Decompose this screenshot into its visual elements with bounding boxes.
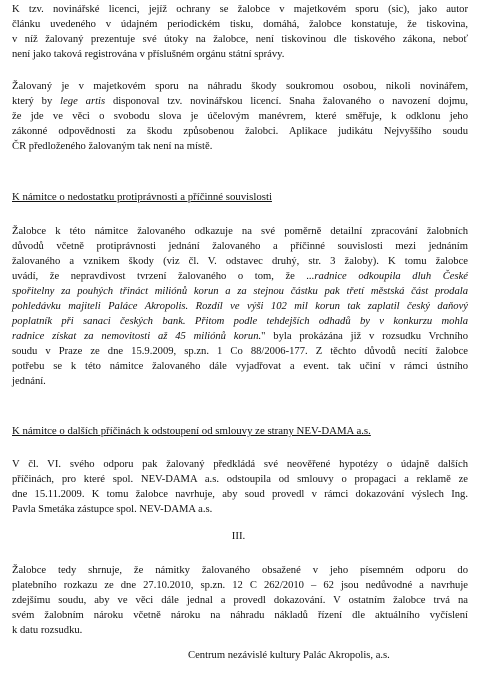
section-number: III. (231, 530, 246, 542)
text-line: potřebu se k této námitce žalovaného dále vyjadřovat a event. tak učiní v rámci ústního (12, 361, 468, 372)
signature-line: Centrum nezávislé kultury Palác Akropolis, a.s. (188, 650, 390, 661)
paragraph-press-licence (12, 2, 468, 62)
text-line: platebního rozkazu ze dne 27.10.2010, sp.zn. 12 C 262/2010 – 62 jsou nedůvodné a navrhuje (12, 580, 468, 591)
text-line: článku uvedeného v údajném periodickém tisku, domáhá, žalobce konstatuje, že tiskovina, (12, 19, 468, 30)
text-line (12, 284, 468, 299)
paragraph-unlawfulness (12, 224, 468, 389)
text-line: Pavla Smetáka zástupce spol. NEV-DAMA a.s. (12, 504, 213, 515)
section-heading-unlawfulness: K námitce o nedostatku protiprávnosti a příčinné souvislosti (12, 191, 272, 203)
text-line-end: disponoval tzv. novinářskou licencí. Snaha žalovaného o navození dojmu, (105, 96, 468, 107)
quoted-text: poplatník při sanaci českých bank. Přitom podle tehdejších odhadů by v konkurzu mohla (12, 316, 468, 327)
text-line: Žalobce tedy shrnuje, že námitky žalovaného obsažené v jeho písemném odporu do (12, 565, 468, 576)
text-line (12, 299, 468, 314)
text-line: důvodů včetně protiprávnosti jednání žalovaného a příčinné souvislosti mezi jednáním (12, 241, 468, 252)
text-line: soudu v Praze ze dne 15.9.2009, sp.zn. 1 Co 88/2006-177. Z těchto důvodů necítí žalobce (12, 346, 468, 357)
text-line-start: který by (12, 96, 61, 107)
text-line: zákonné odpovědnosti za škodu způsobenou žalobci. Aplikace judikátu Nejvyššího soudu (12, 126, 468, 137)
text-line: dne 15.11.2009. K tomu žalobce navrhuje, aby soud provedl v rámci dokazování výslech Ing. (12, 489, 468, 500)
text-line-start: uvádí, že nepravdivost tvrzení žalovaného o tom, že (12, 271, 307, 282)
quoted-text: spořitelny za pouhých třináct miliónů korun a za stejnou částku pak třetí městská část prodala (12, 286, 468, 297)
text-line: jednání. (12, 376, 46, 387)
text-line: svém žalobním nároku včetně nároku na náhradu nákladů řízení dle aktuálního vyčíslení (12, 610, 468, 621)
text-line (12, 329, 468, 344)
text-line (12, 314, 468, 329)
section-heading-other-causes: K námitce o dalších příčinách k odstoupení od smlouvy ze strany NEV-DAMA a.s. (12, 425, 371, 437)
quoted-text: ...radnice odkoupila dluh České (306, 271, 469, 282)
quoted-text: pohledávku majiteli Paláce Akropolis. Rozdíl ve výši 102 mil korun tak zaplatil český daňový (12, 301, 468, 312)
text-line (12, 94, 468, 109)
text-line-end: " byla prokázána již v rozsudku Vrchního (261, 331, 468, 342)
text-line: v níž žalovaný prezentuje své útoky na žalobce, není tiskovinou dle tiskového zákona, neboť (12, 34, 468, 45)
text-line (12, 269, 468, 284)
text-lege-artis: lege artis (60, 96, 106, 107)
text-line: K tzv. novinářské licenci, jejíž ochrany se žalobce v majetkovém sporu (sic), jako autor (12, 4, 468, 15)
text-line: Žalobce k této námitce žalovaného odkazuje na své poměrně detailní zpracování žalobních (12, 226, 468, 237)
paragraph-summary (12, 563, 468, 638)
text-line: Žalovaný je v majetkovém sporu na náhradu škody soukromou osobou, nikoli novinářem, (12, 81, 468, 92)
text-line: příčinách, pro které spol. NEV-DAMA a.s. odstoupila od smlouvy o propagaci a reklamě ze (12, 474, 468, 485)
text-line: ČR předloženého žalovaným tak není na místě. (12, 141, 213, 152)
quoted-text: radnice získat za nemovitosti až 45 miliónů korun. (12, 331, 262, 342)
text-line: zdejšímu soudu, aby ve věci dále jednal a provedl dokazování. V ostatním žalobce trvá na (12, 595, 468, 606)
text-line: že jde ve věci o svobodu slova je účelovým manévrem, které směřuje, k odklonu jeho (12, 111, 468, 122)
text-line: k datu rozsudku. (12, 625, 83, 636)
text-line: není jako taková registrována v příslušném orgánu státní správy. (12, 49, 285, 60)
text-line: V čl. VI. svého odporu pak žalovaný předkládá své neověřené hypotézy o údajně dalších (12, 459, 468, 470)
text-line: žalovaného a vznikem škody (viz čl. V. odstavec druhý, str. 3 žaloby). K tomu žalobce (12, 256, 468, 267)
paragraph-other-causes (12, 457, 468, 517)
paragraph-defendant-private-person (12, 79, 468, 154)
